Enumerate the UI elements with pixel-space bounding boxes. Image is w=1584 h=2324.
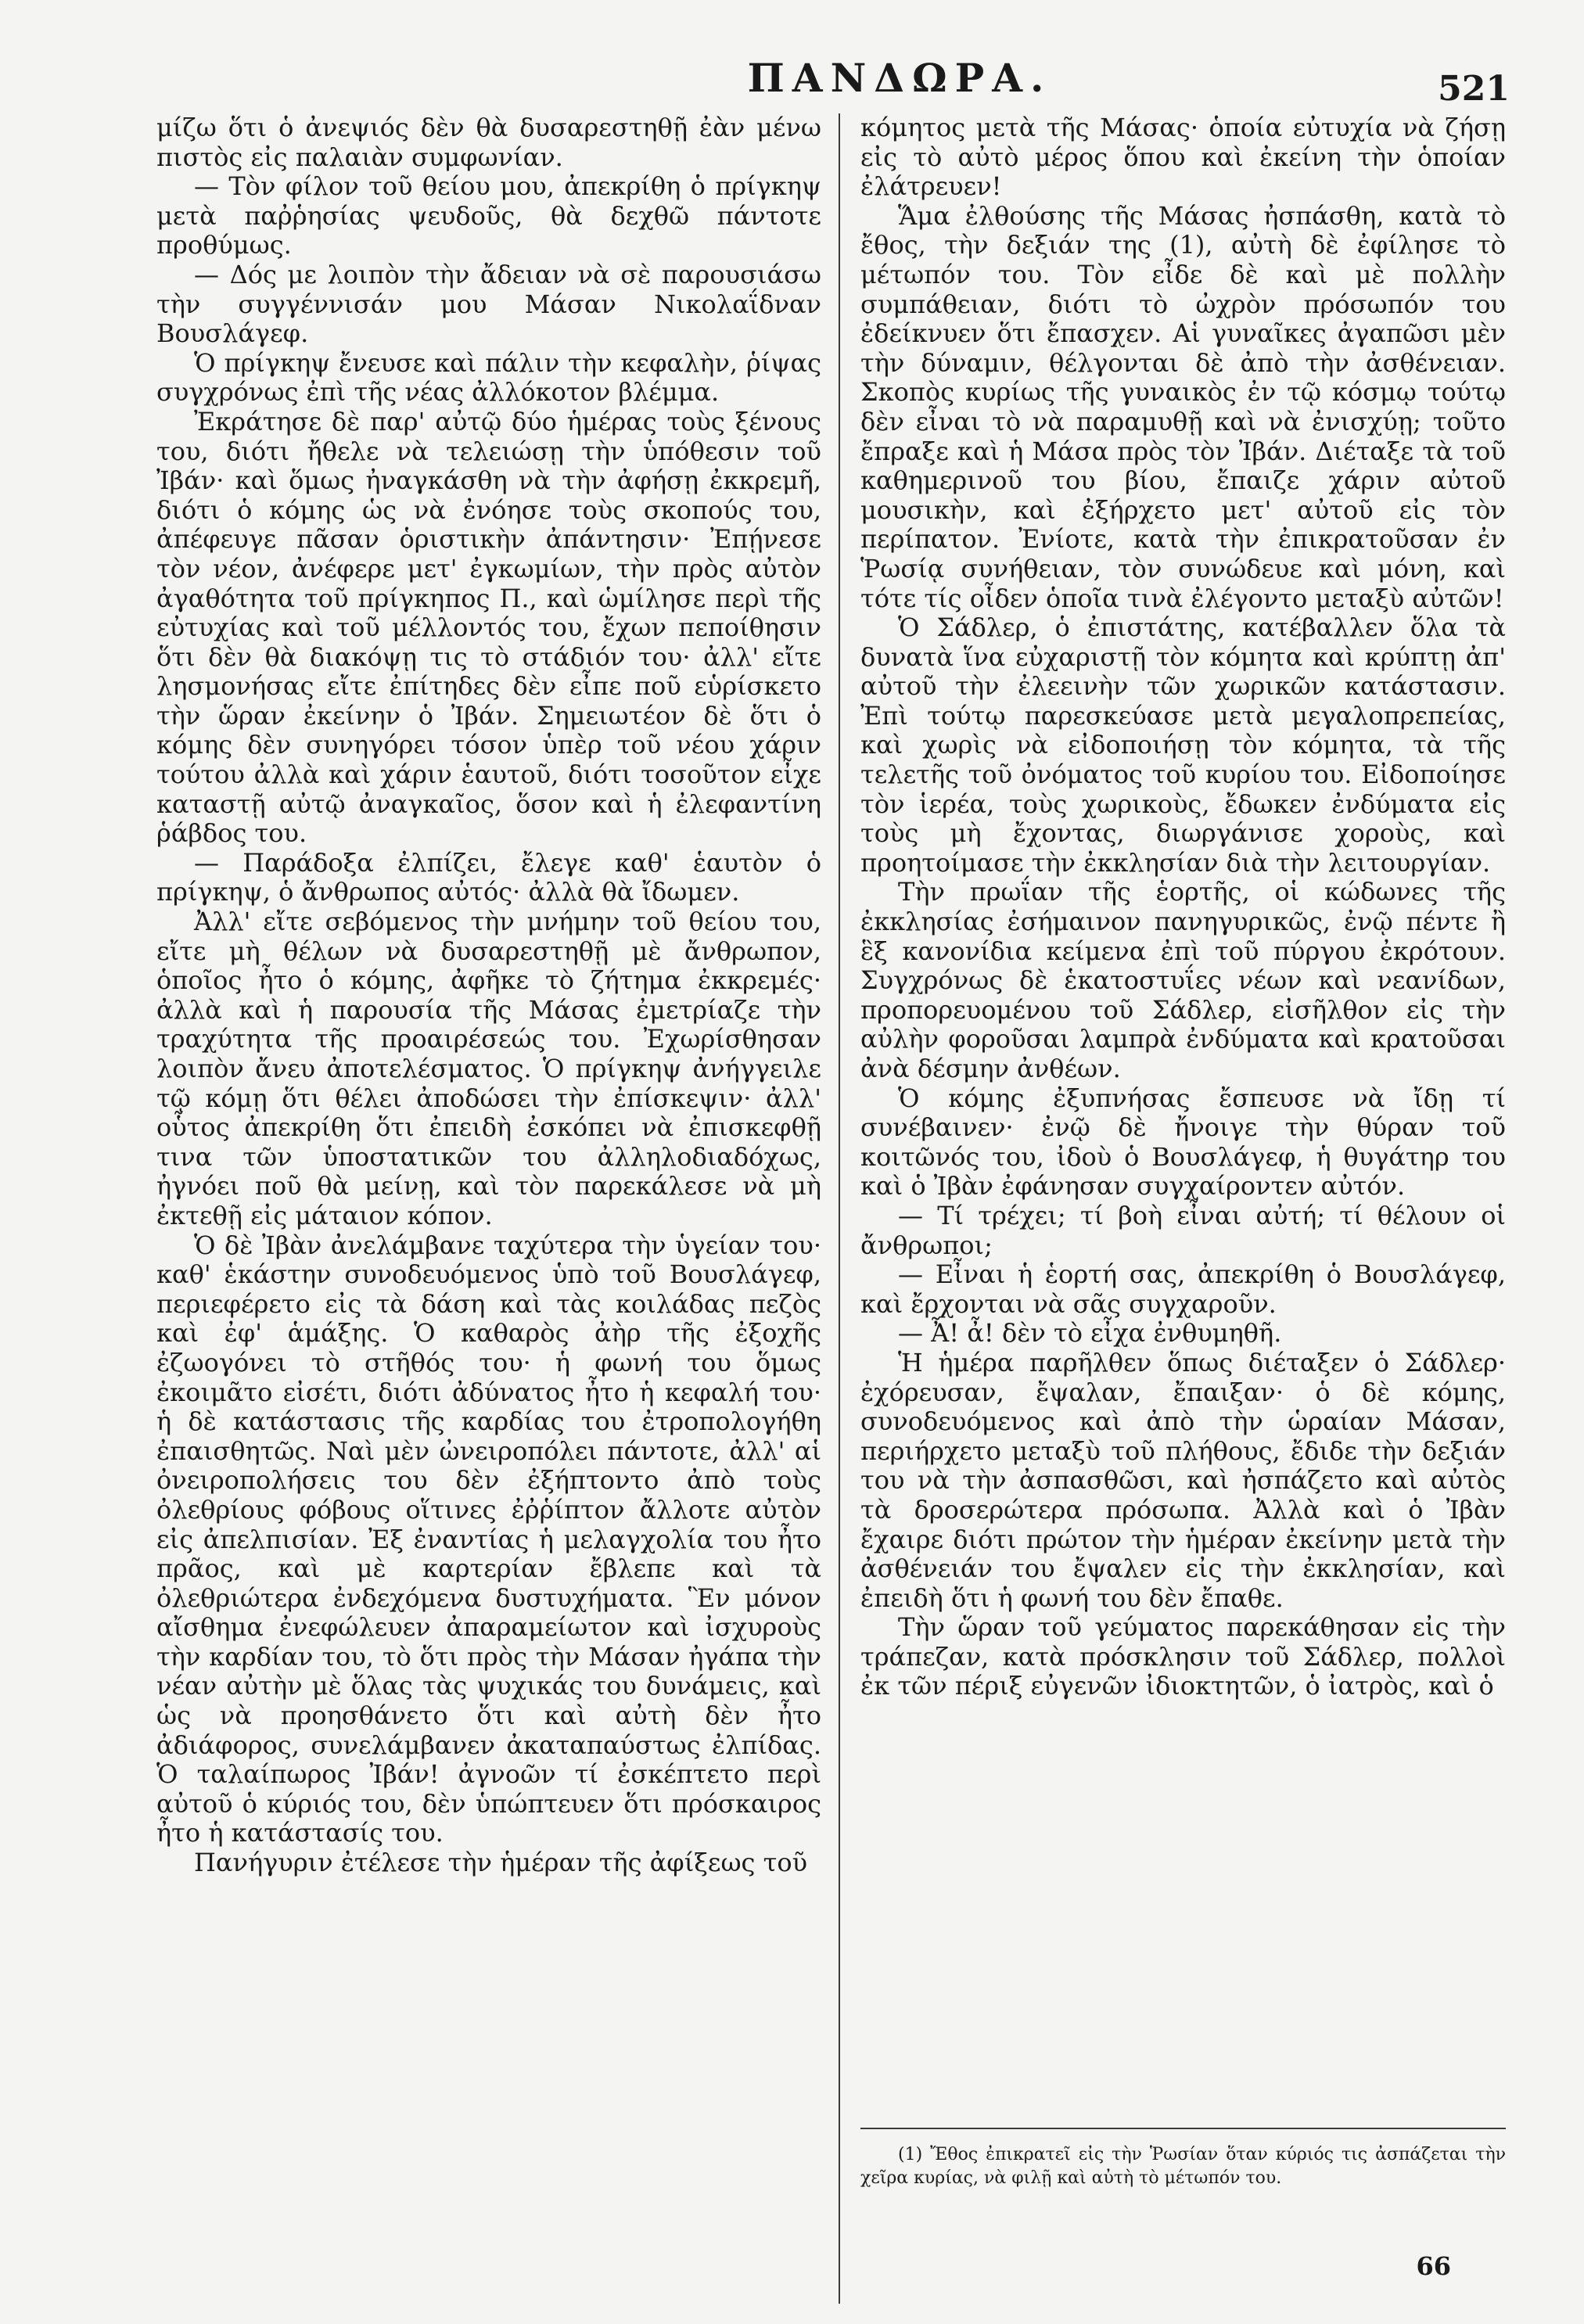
right-paragraph-5: — Τί τρέχει; τί βοὴ εἶναι αὐτή; τί θέλουν οἱ ἄνθρωποι; [860,1200,1506,1260]
left-paragraph-1: μίζω ὅτι ὁ ἀνεψιός δὲν θὰ δυσαρεστηθῇ ἐὰν μένω πιστὸς εἰς παλαιὰν συμφωνίαν. [156,113,821,172]
footnote-divider [860,2128,1506,2129]
right-paragraph-4: Ὁ κόμης ἐξυπνήσας ἔσπευσε νὰ ἴδῃ τί συνέβαινεν· ἐνῷ δὲ ἤνοιγε τὴν θύραν τοῦ κοιτῶνός του, ἰδοὺ ὁ Βουσλάγεφ, ἡ θυγάτηρ του καὶ ὁ Ἰβὰν ἐφάνησαν συγχαίροντεν αὐτόν. [860,1083,1506,1202]
right-paragraph-1: Ἅμα ἐλθούσης τῆς Μάσας ἠσπάσθη, κατὰ τὸ ἔθος, τὴν δεξιάν της (1), αὐτὴ δὲ ἐφίλησε τὸ μέτωπόν του. Τὸν εἶδε δὲ καὶ μὲ πολλὴν συμπάθειαν, διότι τὸ ὠχρὸν πρόσωπόν του ἐδείκνυεν ὅτι ἔπασχεν. Αἱ γυναῖκες ἀγαπῶσι μὲν τὴν δύναμιν, θέλγονται δὲ ἀπὸ τὴν ἀσθένειαν. Σκοπὸς κυρίως τῆς γυναικὸς ἐν τῷ κόσμῳ τούτῳ δὲν εἶναι τὸ νὰ παραμυθῇ καὶ νὰ ἐνισχύῃ; τοῦτο ἔπραξε καὶ ἡ Μάσα πρὸς τὸν Ἰβάν. Διέταξε τὰ τοῦ καθημερινοῦ του βίου, ἔπαιζε χάριν αὐτοῦ μουσικὴν, καὶ ἐξήρχετο μετ' αὐτοῦ εἰς τὸν περίπατον. Ἐνίοτε, κατὰ τὴν ἐπικρατοῦσαν ἐν Ῥωσίᾳ συνήθειαν, τὸν συνώδευε καὶ μόνη, καὶ τότε τίς οἶδεν ὁποῖα τινὰ ἐλέγοντο μεταξὺ αὐτῶν! [860,200,1506,613]
right-paragraph-9: Τὴν ὥραν τοῦ γεύματος παρεκάθησαν εἰς τὴν τράπεζαν, κατὰ πρόσκλησιν τοῦ Σάδλερ, πολλοὶ ἐκ τῶν πέριξ εὐγενῶν ἰδιοκτητῶν, ὁ ἰατρὸς, καὶ ὁ [860,1612,1506,1701]
left-paragraph-2: — Τὸν φίλον τοῦ θείου μου, ἀπεκρίθη ὁ πρίγκηψ μετὰ παῤῥησίας ψευδοῦς, θὰ δεχθῶ πάντοτε προθύμως. [156,171,821,260]
right-paragraph-2: Ὁ Σάδλερ, ὁ ἐπιστάτης, κατέβαλλεν ὅλα τὰ δυνατὰ ἵνα εὐχαριστῇ τὸν κόμητα καὶ κρύπτῃ ἀπ' αὐτοῦ τὴν ἐλεεινὴν τῶν χωρικῶν κατάστασιν. Ἐπὶ τούτῳ παρεσκεύασε μετὰ μεγαλοπρεπείας, καὶ χωρὶς νὰ εἰδοποιήσῃ τὸν κόμητα, τὰ τῆς τελετῆς τοῦ ὀνόματος τοῦ κυρίου του. Εἰδοποίησε τὸν ἱερέα, τοὺς χωρικοὺς, ἔδωκεν ἐνδύματα εἰς τοὺς μὴ ἔχοντας, διωργάνισε χοροὺς, καὶ προητοίμασε τὴν ἐκκλησίαν διὰ τὴν λειτουργίαν. [860,612,1506,878]
left-paragraph-7: Ἀλλ' εἴτε σεβόμενος τὴν μνήμην τοῦ θείου του, εἴτε μὴ θέλων νὰ δυσαρεστηθῇ μὲ ἄνθρωπον, ὁποῖος ἦτο ὁ κόμης, ἀφῆκε τὸ ζήτημα ἐκκρεμές· ἀλλὰ καὶ ἡ παρουσία τῆς Μάσας ἐμετρίαζε τὴν τραχύτητα τῆς προαιρέσεώς του. Ἐχωρίσθησαν λοιπὸν ἄνευ ἀποτελέσματος. Ὁ πρίγκηψ ἀνήγγειλε τῷ κόμῃ ὅτι θέλει ἀποδώσει τὴν ἐπίσκεψιν· ἀλλ' οὗτος ἀπεκρίθη ὅτι ἐπειδὴ ἐσκόπει νὰ ἐπισκεφθῇ τινα τῶν ὑποστατικῶν του ἀλληλοδιαδόχως, ἠγνόει ποῦ θὰ μείνῃ, καὶ τὸν παρεκάλεσε νὰ μὴ ἐκτεθῇ εἰς μάταιον κόπον. [156,907,821,1230]
footnote: (1) Ἔθος ἐπικρατεῖ εἰς τὴν Ῥωσίαν ὅταν κύριός τις ἀσπάζεται τὴν χεῖρα κυρίας, νὰ φιλῇ καὶ αὐτὴ τὸ μέτωπόν του. [860,2145,1506,2188]
left-paragraph-8: Ὁ δὲ Ἰβὰν ἀνελάμβανε ταχύτερα τὴν ὑγείαν του· καθ' ἑκάστην συνοδευόμενος ὑπὸ τοῦ Βουσλάγεφ, περιεφέρετο εἰς τὰ δάση καὶ τὰς κοιλάδας πεζὸς καὶ ἐφ' ἁμάξης. Ὁ καθαρὸς ἀὴρ τῆς ἐξοχῆς ἐζωογόνει τὸ στῆθός του· ἡ φωνή του ὅμως ἐκοιμᾶτο εἰσέτι, διότι ἀδύνατος ἦτο ἡ κεφαλή του· ἡ δὲ κατάστασις τῆς καρδίας του ἐτροπολογήθη ἐπαισθητῶς. Ναὶ μὲν ὠνειροπόλει πάντοτε, ἀλλ' αἱ ὀνειροπολήσεις του δὲν ἐξήπτοντο ἀπὸ τοὺς ὀλεθρίους φόβους οἵτινες ἐῤῥίπτον ἄλλοτε αὐτὸν εἰς ἀπελπισίαν. Ἐξ ἐναντίας ἡ μελαγχολία του ἦτο πρᾶος, καὶ μὲ καρτερίαν ἔβλεπε καὶ τὰ ὀλεθριώτερα ἐνδεχόμενα δυστυχήματα. Ἓν μόνον αἴσθημα ἐνεφώλευεν ἀπαραμείωτον καὶ ἰσχυροὺς τὴν καρδίαν του, τὸ ὅτι πρὸς τὴν Μάσαν ἠγάπα τὴν νέαν αὐτὴν μὲ ὅλας τὰς ψυχικάς του δυνάμεις, καὶ ὡς νὰ προησθάνετο ὅτι καὶ αὐτὴ δὲν ἦτο ἀδιάφορος, συνελάμβανεν ἀκαταπαύστως ἐλπίδας. Ὁ ταλαίπωρος Ἰβάν! ἀγνοῶν τί ἐσκέπτετο περὶ αὐτοῦ ὁ κύριός του, δὲν ὑπώπτευεν ὅτι πρόσκαιρος ἦτο ἡ κατάστασίς του. [156,1230,821,1848]
right-paragraph-continued: κόμητος μετὰ τῆς Μάσας· ὁποία εὐτυχία νὰ ζήσῃ εἰς τὸ αὐτὸ μέρος ὅπου καὶ ἐκείνη τὴν ὁποίαν ἐλάτρευεν! [860,113,1506,202]
column-divider [839,113,840,2304]
journal-title: ΠΑΝΔΩΡΑ. [747,55,1052,101]
right-paragraph-8: Ἡ ἡμέρα παρῆλθεν ὅπως διέταξεν ὁ Σάδλερ· ἐχόρευσαν, ἔψαλαν, ἔπαιξαν· ὁ δὲ κόμης, συνοδευόμενος καὶ ἀπὸ τὴν ὡραίαν Μάσαν, περιήρχετο μεταξὺ τοῦ πλήθους, ἔδιδε τὴν δεξιάν του νὰ τὴν ἀσπασθῶσι, καὶ ἠσπάζετο καὶ αὐτὸς τὰ δροσερώτερα πρόσωπα. Ἀλλὰ καὶ ὁ Ἰβὰν ἔχαιρε διότι πρώτον τὴν ἡμέραν ἐκείνην μετὰ τὴν ἀσθένειάν του ἔψαλεν εἰς τὴν ἐκκλησίαν, καὶ ἐπειδὴ ὅτι ἡ φωνή του δὲν ἔπαθε. [860,1347,1506,1613]
right-paragraph-6: — Εἶναι ἡ ἑορτή σας, ἀπεκρίθη ὁ Βουσλάγεφ, καὶ ἔρχονται νὰ σᾶς συγχαροῦν. [860,1259,1506,1319]
running-head [0,55,1584,110]
left-column [156,113,821,1878]
left-paragraph-4: Ὁ πρίγκηψ ἔνευσε καὶ πάλιν τὴν κεφαλὴν, ῥίψας συγχρόνως ἐπὶ τῆς νέας ἀλλόκοτον βλέμμα. [156,347,821,408]
left-paragraph-9: Πανήγυριν ἐτέλεσε τὴν ἡμέραν τῆς ἀφίξεως τοῦ [194,1848,808,1878]
left-paragraph-5: Ἐκράτησε δὲ παρ' αὐτῷ δύο ἡμέρας τοὺς ξένους του, διότι ἤθελε νὰ τελειώσῃ τὴν ὑπόθεσιν τοῦ Ἰβάν· καὶ ὅμως ἠναγκάσθη νὰ τὴν ἀφήσῃ ἐκκρεμῆ, διότι ὁ κόμης ὡς νὰ ἐνόησε τοὺς σκοπούς του, ἀπέφευγε πᾶσαν ὁριστικὴν ἀπάντησιν· Ἐπῄνεσε τὸν νέον, ἀνέφερε μετ' ἐγκωμίων, τὴν πρὸς αὐτὸν ἀγαθότητα τοῦ πρίγκηπος Π., καὶ ὡμίλησε περὶ τῆς εὐτυχίας καὶ τοῦ μέλλοντός του, ἔχων πεποίθησιν ὅτι δὲν θὰ διακόψῃ τις τὸ στάδιόν του· ἀλλ' εἴτε λησμονήσας εἴτε ἐπίτηδες δὲν εἶπε ποῦ εὑρίσκετο τὴν ὥραν ἐκείνην ὁ Ἰβάν. Σημειωτέον δὲ ὅτι ὁ κόμης δὲν συνηγόρει τόσον ὑπὲρ τοῦ νέου χάριν τούτου ἀλλὰ καὶ χάριν ἑαυτοῦ, διότι τοσοῦτον εἶχε καταστῇ αὐτῷ ἀναγκαῖος, ὅσον καὶ ἡ ἐλεφαντίνη ῥάβδος του. [156,406,821,849]
signature-mark: 66 [1416,2251,1451,2281]
right-paragraph-3: Τὴν πρωΐαν τῆς ἑορτῆς, οἱ κώδωνες τῆς ἐκκλησίας ἐσήμαινον πανηγυρικῶς, ἐνῷ πέντε ἢ ἓξ κανονίδια κείμενα ἐπὶ τοῦ πύργου ἐκρότουν. Συγχρόνως δὲ ἑκατοστυΐες νέων καὶ νεανίδων, προπορευομένου τοῦ Σάδλερ, εἰσῆλθον εἰς τὴν αὐλὴν φοροῦσαι λαμπρὰ ἐνδύματα καὶ κρατοῦσαι ἀνὰ δέσμην ἀνθέων. [860,877,1506,1083]
right-column [860,113,1506,1701]
page-number: 521 [1438,69,1510,109]
left-paragraph-3: — Δός με λοιπὸν τὴν ἄδειαν νὰ σὲ παρουσιάσω τὴν συγγέννισάν μου Μάσαν Νικολαΐδναν Βουσλάγεφ. [156,259,821,349]
left-paragraph-6: — Παράδοξα ἐλπίζει, ἔλεγε καθ' ἑαυτὸν ὁ πρίγκηψ, ὁ ἄνθρωπος αὐτός· ἀλλὰ θὰ ἴδωμεν. [156,847,821,907]
right-paragraph-7: — Ἆ! ἆ! δὲν τὸ εἶχα ἐνθυμηθῆ. [898,1318,1282,1349]
